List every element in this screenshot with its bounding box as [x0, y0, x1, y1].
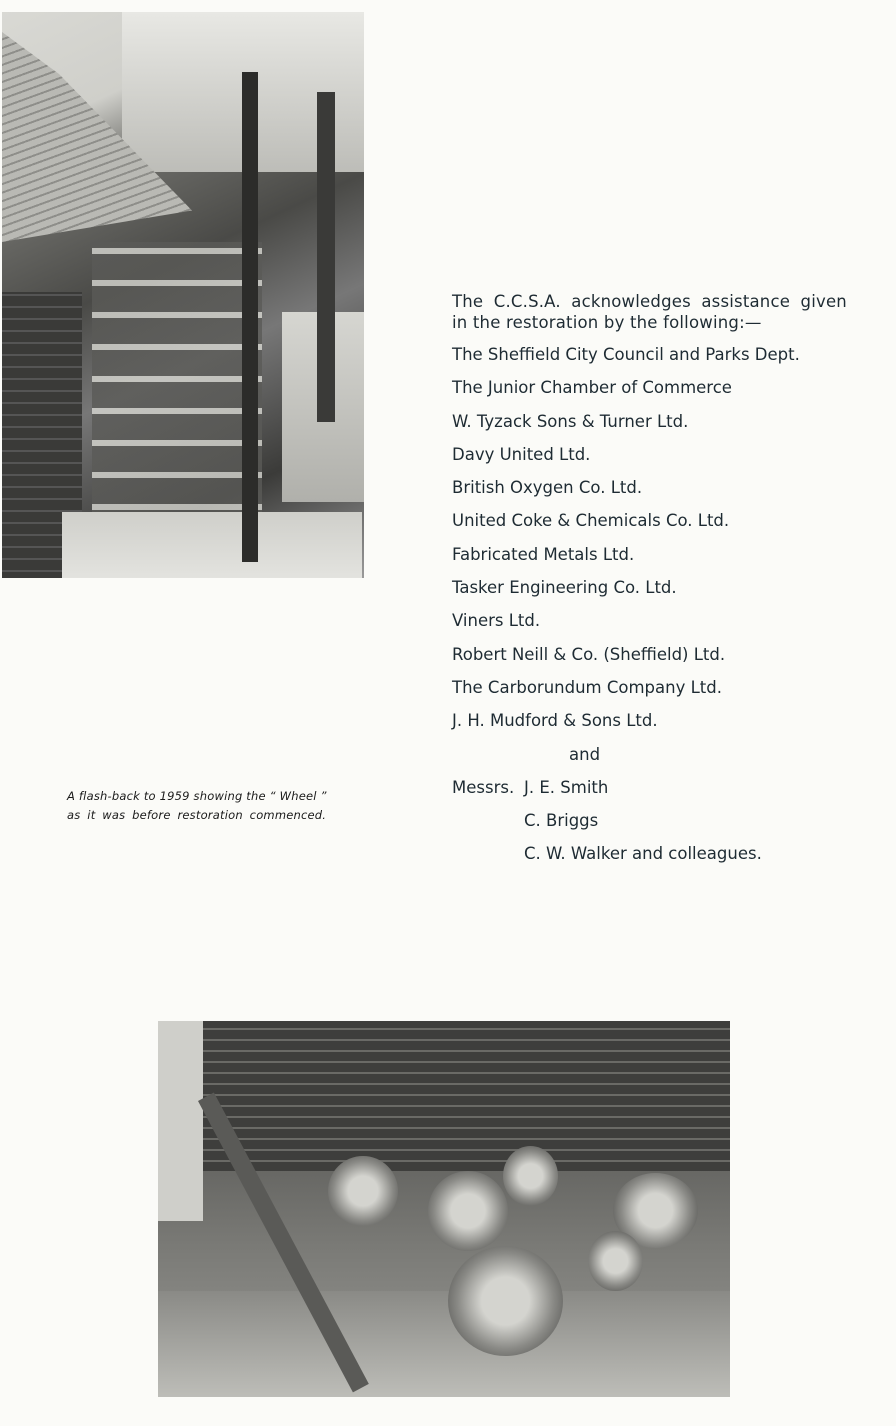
individual-item: C. W. Walker and colleagues.: [524, 844, 762, 864]
contributor-item: Viners Ltd.: [452, 611, 541, 631]
water-wheel-photo: [2, 12, 364, 578]
contributor-item: The Sheffield City Council and Parks Dept.: [452, 345, 800, 364]
photo-post: [242, 72, 258, 562]
photo-wheel-body: [92, 242, 262, 542]
individual-name: J. E. Smith: [524, 777, 609, 797]
intro-line: The C.C.S.A. acknowledges assistance given: [452, 292, 847, 311]
contributor-item: Robert Neill & Co. (Sheffield) Ltd.: [452, 644, 726, 664]
workshop-machinery-photo: [158, 1021, 730, 1397]
individual-item: [452, 777, 872, 810]
photo-post: [317, 92, 335, 422]
acknowledgement-list: [452, 291, 872, 877]
individual-item: C. Briggs: [524, 811, 599, 831]
contributor-item: The Junior Chamber of Commerce: [452, 378, 732, 398]
contributor-item: Fabricated Metals Ltd.: [452, 544, 635, 564]
photo-caption: [67, 787, 367, 825]
contributor-item: The Carborundum Company Ltd.: [452, 677, 722, 697]
photo-grinding-wheel: [328, 1156, 398, 1226]
photo-grinding-wheel: [588, 1231, 643, 1291]
contributor-item: United Coke & Chemicals Co. Ltd.: [452, 511, 730, 531]
photo-floor: [158, 1291, 730, 1397]
and-conjunction: and: [569, 744, 601, 764]
photo-grinding-wheel: [503, 1146, 558, 1206]
caption-line: A flash-back to 1959 showing the “ Wheel ”: [67, 789, 327, 803]
intro-line: in the restoration by the following:—: [452, 313, 762, 332]
photo-door: [158, 1021, 203, 1221]
contributor-item: British Oxygen Co. Ltd.: [452, 478, 643, 498]
caption-line: as it was before restoration commenced.: [67, 808, 327, 822]
photo-snow-ground: [62, 512, 362, 578]
photo-brick-wall: [188, 1021, 730, 1171]
contributor-item: Davy United Ltd.: [452, 444, 591, 464]
contributor-item: Tasker Engineering Co. Ltd.: [452, 578, 677, 598]
messrs-label: Messrs.: [452, 777, 515, 797]
contributor-item: J. H. Mudford & Sons Ltd.: [452, 711, 658, 731]
acknowledgement-intro: [452, 291, 872, 333]
photo-grinding-wheel: [428, 1171, 508, 1251]
contributor-item: W. Tyzack Sons & Turner Ltd.: [452, 411, 689, 431]
photo-grinding-wheel: [448, 1246, 563, 1356]
